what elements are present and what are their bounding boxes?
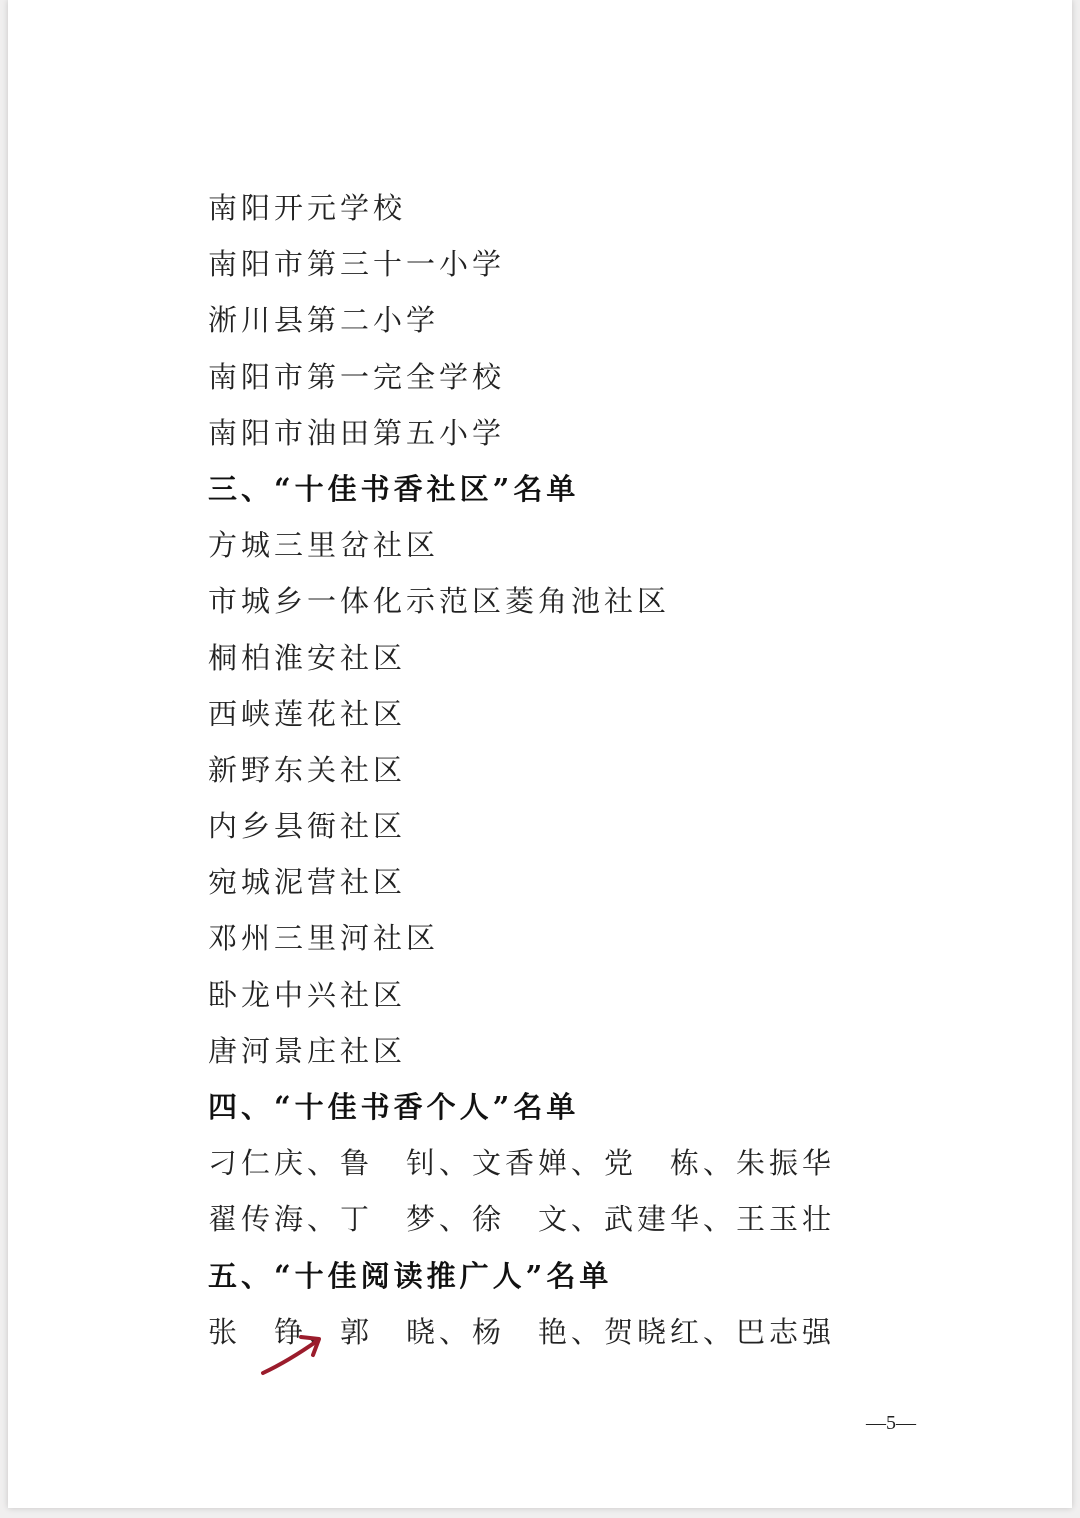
document-body [208, 180, 908, 1360]
list-item: 南阳市第一完全学校 [208, 359, 506, 394]
list-item: 宛城泥营社区 [208, 865, 407, 900]
section-heading: 三、“十佳书香社区”名单 [208, 471, 580, 506]
list-item: 西峡莲花社区 [208, 696, 407, 731]
list-item: 新野东关社区 [208, 752, 407, 787]
page-number: —5— [866, 1412, 916, 1434]
list-item: 南阳市第三十一小学 [208, 247, 506, 282]
list-item: 桐柏淮安社区 [208, 640, 407, 675]
hand-drawn-arrow-icon [255, 1325, 335, 1385]
list-item: 邓州三里河社区 [208, 921, 440, 956]
list-item: 刁仁庆、鲁 钊、文香婵、党 栋、朱振华 [208, 1146, 836, 1181]
section-heading: 五、“十佳阅读推广人”名单 [208, 1258, 613, 1293]
list-item: 翟传海、丁 梦、徐 文、武建华、王玉壮 [208, 1202, 836, 1237]
list-item: 卧龙中兴社区 [208, 977, 407, 1012]
list-item: 南阳开元学校 [208, 191, 407, 225]
list-item: 张 铮、郭 晓、杨 艳、贺晓红、巴志强 [208, 1314, 836, 1349]
list-item: 南阳市油田第五小学 [208, 415, 506, 450]
list-item: 市城乡一体化示范区菱角池社区 [208, 584, 671, 619]
section-heading: 四、“十佳书香个人”名单 [208, 1090, 580, 1124]
list-item: 唐河景庄社区 [208, 1033, 407, 1068]
list-item: 内乡县衙社区 [208, 809, 407, 844]
document-page [8, 0, 1072, 1508]
list-item: 淅川县第二小学 [208, 303, 440, 338]
list-item: 方城三里岔社区 [208, 528, 440, 563]
